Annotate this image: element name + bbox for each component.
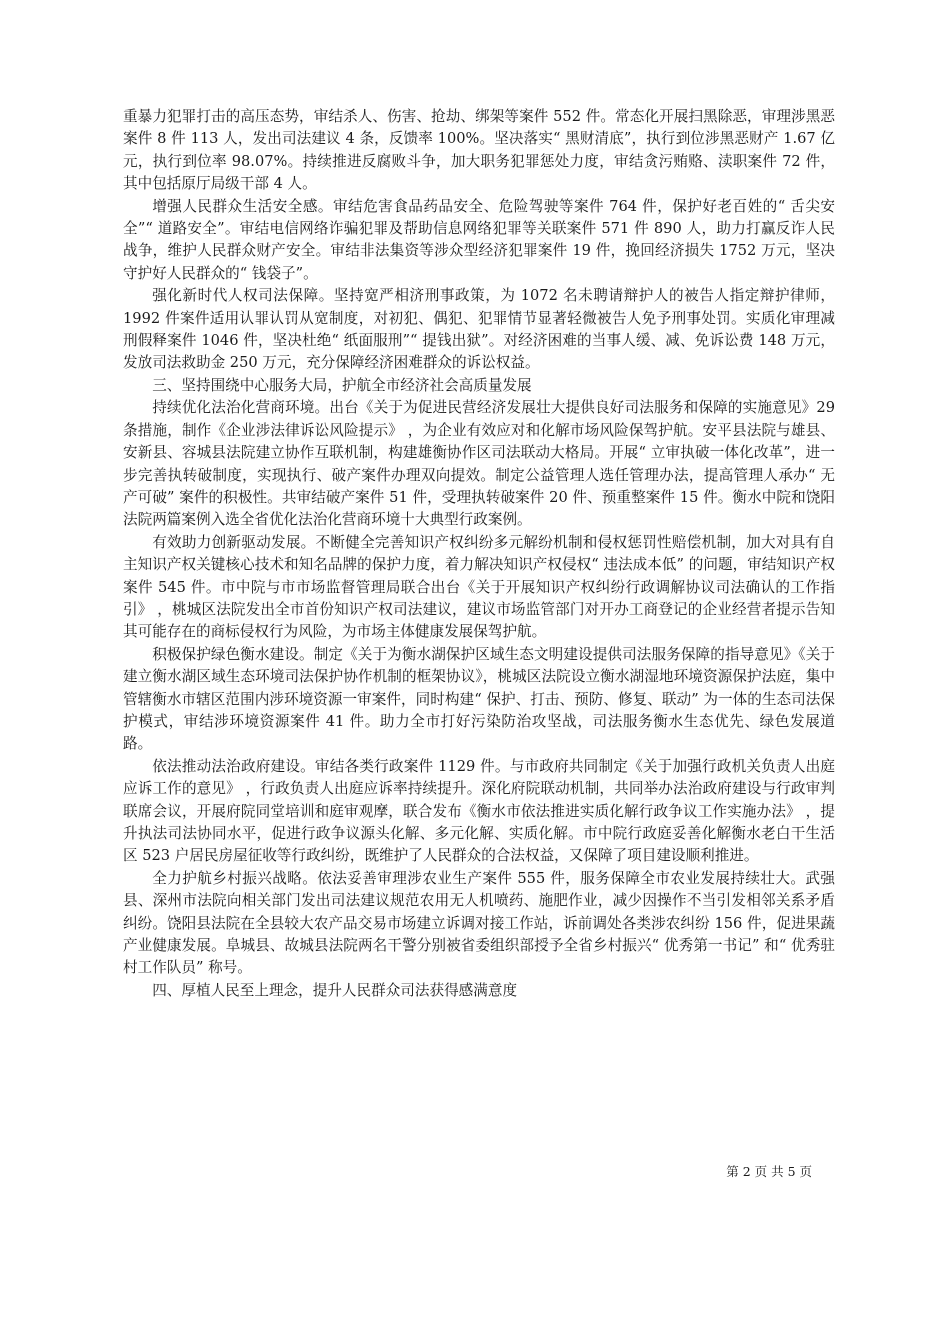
paragraph-public-safety: 增强人民群众生活安全感。审结危害食品药品安全、危险驾驶等案件 764 件，保护好老百姓的“ 舌尖安全”“ 道路安全”。审结电信网络诈骗犯罪及帮助信息网络犯罪等关联案件 571 件 890 人，助力打赢反诈人民战争，维护人民群众财产安全。审结非法集资等涉众型经济犯罪案件 19 件，挽回经济损失 1752 万元，坚决守护好人民群众的“ 钱袋子”。 bbox=[123, 197, 835, 282]
paragraph-rural-revitalization: 全力护航乡村振兴战略。依法妥善审理涉农业生产案件 555 件，服务保障全市农业发展持续壮大。武强县、深州市法院向相关部门发出司法建议规范农用无人机喷药、施肥作业，减少因操作不当引发相邻关系矛盾纠纷。饶阳县法院在全县较大农产品交易市场建立诉调对接工作站，诉前调处各类涉农纠纷 156 件，促进果蔬产业健康发展。阜城县、故城县法院两名干警分别被省委组织部授予全省乡村振兴“ 优秀第一书记” 和“ 优秀驻村工作队员” 称号。 bbox=[123, 869, 835, 977]
page-number-footer: 第 2 页 共 5 页 bbox=[726, 1164, 812, 1179]
paragraph-business-environment: 持续优化法治化营商环境。出台《关于为促进民营经济发展壮大提供良好司法服务和保障的实施意见》29 条措施，制作《企业涉法律诉讼风险提示》 ，为企业有效应对和化解市场风险保驾护航。安平县法院与雄县、安新县、容城县法院建立协作互联机制，构建雄衡协作区司法联动大格局。开展“ 立审执破一体化改革”，进一步完善执转破制度，实现执行、破产案件办理双向提效。制定公益管理人选任管理办法，提高管理人承办“ 无产可破” 案件的积极性。共审结破产案件 51 件，受理执转破案件 20 件、预重整案件 15 件。衡水中院和饶阳法院两篇案例入选全省优化法治化营商环境十大典型行政案例。 bbox=[123, 399, 835, 529]
paragraph-green-hengshui: 积极保护绿色衡水建设。制定《关于为衡水湖保护区域生态文明建设提供司法服务保障的指导意见》《关于建立衡水湖区域生态环境司法保护协作机制的框架协议》，桃城区法院设立衡水湖湿地环境资源保护法庭，集中管辖衡水市辖区范围内涉环境资源一审案件，同时构建“ 保护、打击、预防、修复、联动” 为一体的生态司法保护模式，审结涉环境资源案件 41 件。助力全市打好污染防治攻坚战，司法服务衡水生态优先、绿色发展道路。 bbox=[123, 645, 835, 753]
paragraph-human-rights: 强化新时代人权司法保障。坚持宽严相济刑事政策，为 1072 名未聘请辩护人的被告人指定辩护律师，1992 件案件适用认罪认罚从宽制度，对初犯、偶犯、犯罪情节显著轻微被告人免予刑事处罚。实质化审理减刑假释案件 1046 件，坚决杜绝“ 纸面服刑”“ 提钱出狱”。对经济困难的当事人缓、减、免诉讼费 148 万元，发放司法救助金 250 万元，充分保障经济困难群众的诉讼权益。 bbox=[123, 287, 835, 372]
paragraph-rule-of-law-government: 依法推动法治政府建设。审结各类行政案件 1129 件。与市政府共同制定《关于加强行政机关负责人出庭应诉工作的意见》 ，行政负责人出庭应诉率持续提升。深化府院联动机制，共同举办法治政府建设与行政审判联席会议，开展府院同堂培训和庭审观摩，联合发布《衡水市依法推进实质化解行政争议工作实施办法》 ，提升执法司法协同水平，促进行政争议源头化解、多元化解、实质化解。市中院行政庭妥善化解衡水老白干生活区 523 户居民房屋征收等行政纠纷，既维护了人民群众的合法权益，又保障了项目建设顺利推进。 bbox=[123, 757, 835, 865]
section-heading-4: 四、厚植人民至上理念，提升人民群众司法获得感满意度 bbox=[152, 981, 518, 999]
paragraph-criminal-crackdown: 重暴力犯罪打击的高压态势，审结杀人、伤害、抢劫、绑架等案件 552 件。常态化开展扫黑除恶，审理涉黑恶案件 8 件 113 人，发出司法建议 4 条，反馈率 100%。坚决落实“ 黑财清底”，执行到位涉黑恶财产 1.67 亿元，执行到位率 98.07%。持续推进反腐败斗争，加大职务犯罪惩处力度，审结贪污贿赂、渎职案件 72 件，其中包括原厅局级干部 4 人。 bbox=[123, 108, 835, 193]
section-heading-3: 三、坚持围绕中心服务大局，护航全市经济社会高质量发展 bbox=[152, 376, 532, 394]
document-body bbox=[123, 106, 835, 1002]
paragraph-innovation: 有效助力创新驱动发展。不断健全完善知识产权纠纷多元解纷机制和侵权惩罚性赔偿机制，加大对具有自主知识产权关键核心技术和知名品牌的保护力度，着力解决知识产权侵权“ 违法成本低” 的问题，审结知识产权案件 545 件。市中院与市市场监督管理局联合出台《关于开展知识产权纠纷行政调解协议司法确认的工作指引》 ，桃城区法院发出全市首份知识产权司法建议，建议市场监管部门对开办工商登记的企业经营者提示告知其可能存在的商标侵权行为风险，为市场主体健康发展保驾护航。 bbox=[123, 533, 835, 641]
